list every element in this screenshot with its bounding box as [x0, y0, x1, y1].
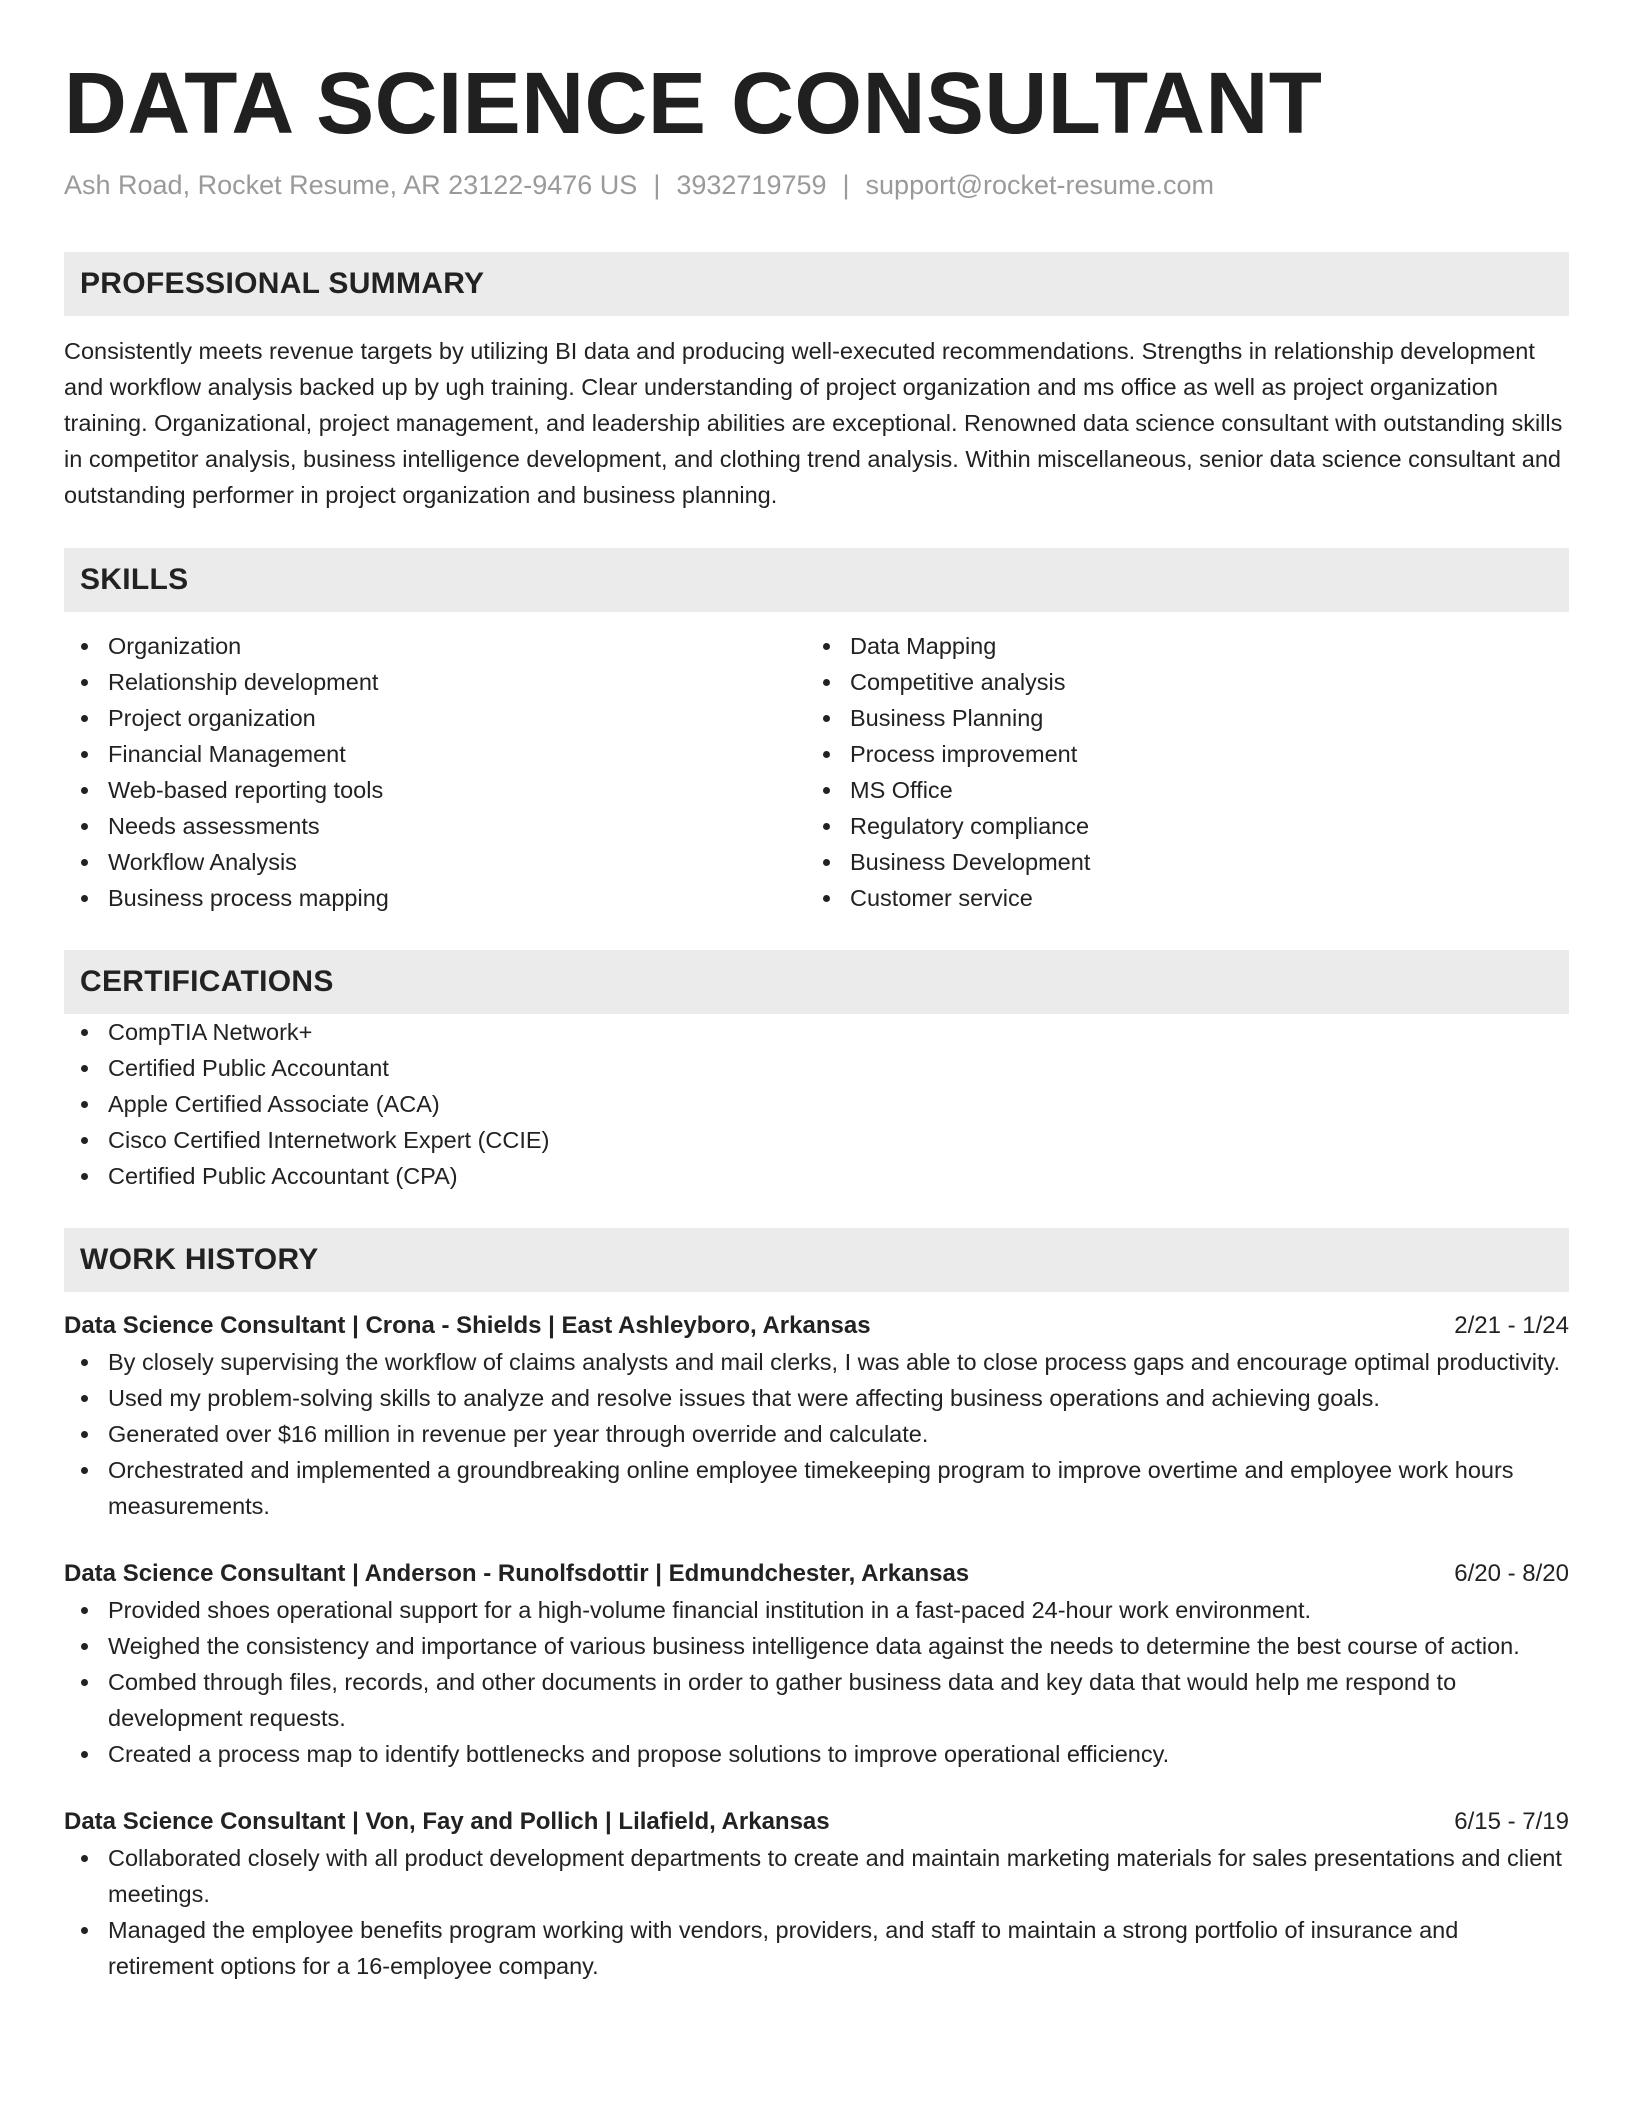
- skill-item: Data Mapping: [806, 628, 1548, 664]
- certification-item: Certified Public Accountant: [64, 1050, 1569, 1086]
- candidate-title: DATA SCIENCE CONSULTANT: [64, 55, 1323, 152]
- job-title: Data Science Consultant | Anderson - Runolfsdottir | Edmundchester, Arkansas: [64, 1560, 970, 1587]
- job-header: [64, 1556, 1569, 1592]
- skill-item: Organization: [64, 628, 806, 664]
- job-dates: 6/15 - 7/19: [1454, 1808, 1569, 1835]
- section-heading: SKILLS: [64, 548, 1569, 612]
- job-bullet-list: [64, 1840, 1569, 1984]
- job-bullet: Orchestrated and implemented a groundbreaking online employee timekeeping program to improve overtime and employee work hours measurements.: [64, 1452, 1569, 1524]
- job-bullet: Used my problem-solving skills to analyze and resolve issues that were affecting business operations and achieving goals.: [64, 1380, 1569, 1416]
- contact-address: Ash Road, Rocket Resume, AR 23122-9476 US: [64, 170, 638, 200]
- section-heading: CERTIFICATIONS: [64, 950, 1569, 1014]
- job-dates: 6/20 - 8/20: [1454, 1560, 1569, 1587]
- skills-columns: [64, 628, 1569, 916]
- job-bullet: Managed the employee benefits program working with vendors, providers, and staff to maintain a strong portfolio of insurance and retirement options for a 16-employee company.: [64, 1912, 1569, 1984]
- job-bullet-list: [64, 1344, 1569, 1524]
- work-history-section: [64, 1228, 1569, 1984]
- job-entry: [64, 1804, 1569, 1984]
- certifications-list: [64, 1014, 1569, 1194]
- skills-column-left: [64, 628, 806, 916]
- contact-separator: |: [653, 170, 661, 200]
- certification-item: Cisco Certified Internetwork Expert (CCIE): [64, 1122, 1569, 1158]
- skill-item: Customer service: [806, 880, 1548, 916]
- certification-item: Certified Public Accountant (CPA): [64, 1158, 1569, 1194]
- job-bullet-list: [64, 1592, 1569, 1772]
- job-dates: 2/21 - 1/24: [1454, 1312, 1569, 1339]
- certification-item: Apple Certified Associate (ACA): [64, 1086, 1569, 1122]
- section-heading: PROFESSIONAL SUMMARY: [64, 252, 1569, 316]
- job-bullet: Generated over $16 million in revenue per year through override and calculate.: [64, 1416, 1569, 1452]
- skill-item: Process improvement: [806, 736, 1548, 772]
- skill-item: Financial Management: [64, 736, 806, 772]
- job-bullet: Collaborated closely with all product development departments to create and maintain marketing materials for sales presentations and client meetings.: [64, 1840, 1569, 1912]
- certifications-section: [64, 950, 1569, 1194]
- skill-item: Web-based reporting tools: [64, 772, 806, 808]
- contact-separator: |: [842, 170, 850, 200]
- job-bullet: Weighed the consistency and importance of various business intelligence data against the needs to determine the best course of action.: [64, 1628, 1569, 1664]
- skill-item: Business process mapping: [64, 880, 806, 916]
- skill-item: Relationship development: [64, 664, 806, 700]
- skills-section: [64, 548, 1569, 916]
- job-entry: [64, 1308, 1569, 1524]
- skills-list: [64, 628, 806, 916]
- skill-item: Competitive analysis: [806, 664, 1548, 700]
- contact-email[interactable]: support@rocket-resume.com: [865, 170, 1215, 200]
- skill-item: Project organization: [64, 700, 806, 736]
- job-bullet: Combed through files, records, and other documents in order to gather business data and key data that would help me respond to development requests.: [64, 1664, 1569, 1736]
- job-title: Data Science Consultant | Crona - Shields | East Ashleyboro, Arkansas: [64, 1312, 871, 1339]
- section-heading: WORK HISTORY: [64, 1228, 1569, 1292]
- skills-list: [806, 628, 1548, 916]
- skill-item: Needs assessments: [64, 808, 806, 844]
- job-bullet: Provided shoes operational support for a high-volume financial institution in a fast-paced 24-hour work environment.: [64, 1592, 1569, 1628]
- job-bullet: By closely supervising the workflow of claims analysts and mail clerks, I was able to close process gaps and encourage optimal productivity.: [64, 1344, 1569, 1380]
- contact-line: [64, 168, 1569, 202]
- skill-item: Regulatory compliance: [806, 808, 1548, 844]
- job-header: [64, 1804, 1569, 1840]
- job-bullet: Created a process map to identify bottlenecks and propose solutions to improve operational efficiency.: [64, 1736, 1569, 1772]
- summary-paragraph: Consistently meets revenue targets by utilizing BI data and producing well-executed recommendations. Strengths in relationship development and workflow analysis backed up by ugh training. Clear understanding of project organization and ms office as well as project organization training. Organizational, project management, and leadership abilities are exceptional. Renowned data science consultant with outstanding skills in competitor analysis, business intelligence development, and clothing trend analysis. Within miscellaneous, senior data science consultant and outstanding performer in project organization and business planning.: [64, 338, 1563, 508]
- skills-column-right: [806, 628, 1548, 916]
- skill-item: Business Development: [806, 844, 1548, 880]
- certification-item: CompTIA Network+: [64, 1014, 1569, 1050]
- skill-item: Workflow Analysis: [64, 844, 806, 880]
- job-header: [64, 1308, 1569, 1344]
- contact-phone: 3932719759: [676, 170, 827, 200]
- job-entry: [64, 1556, 1569, 1772]
- professional-summary-section: [64, 252, 1569, 513]
- skill-item: MS Office: [806, 772, 1548, 808]
- job-title: Data Science Consultant | Von, Fay and Pollich | Lilafield, Arkansas: [64, 1808, 830, 1835]
- skill-item: Business Planning: [806, 700, 1548, 736]
